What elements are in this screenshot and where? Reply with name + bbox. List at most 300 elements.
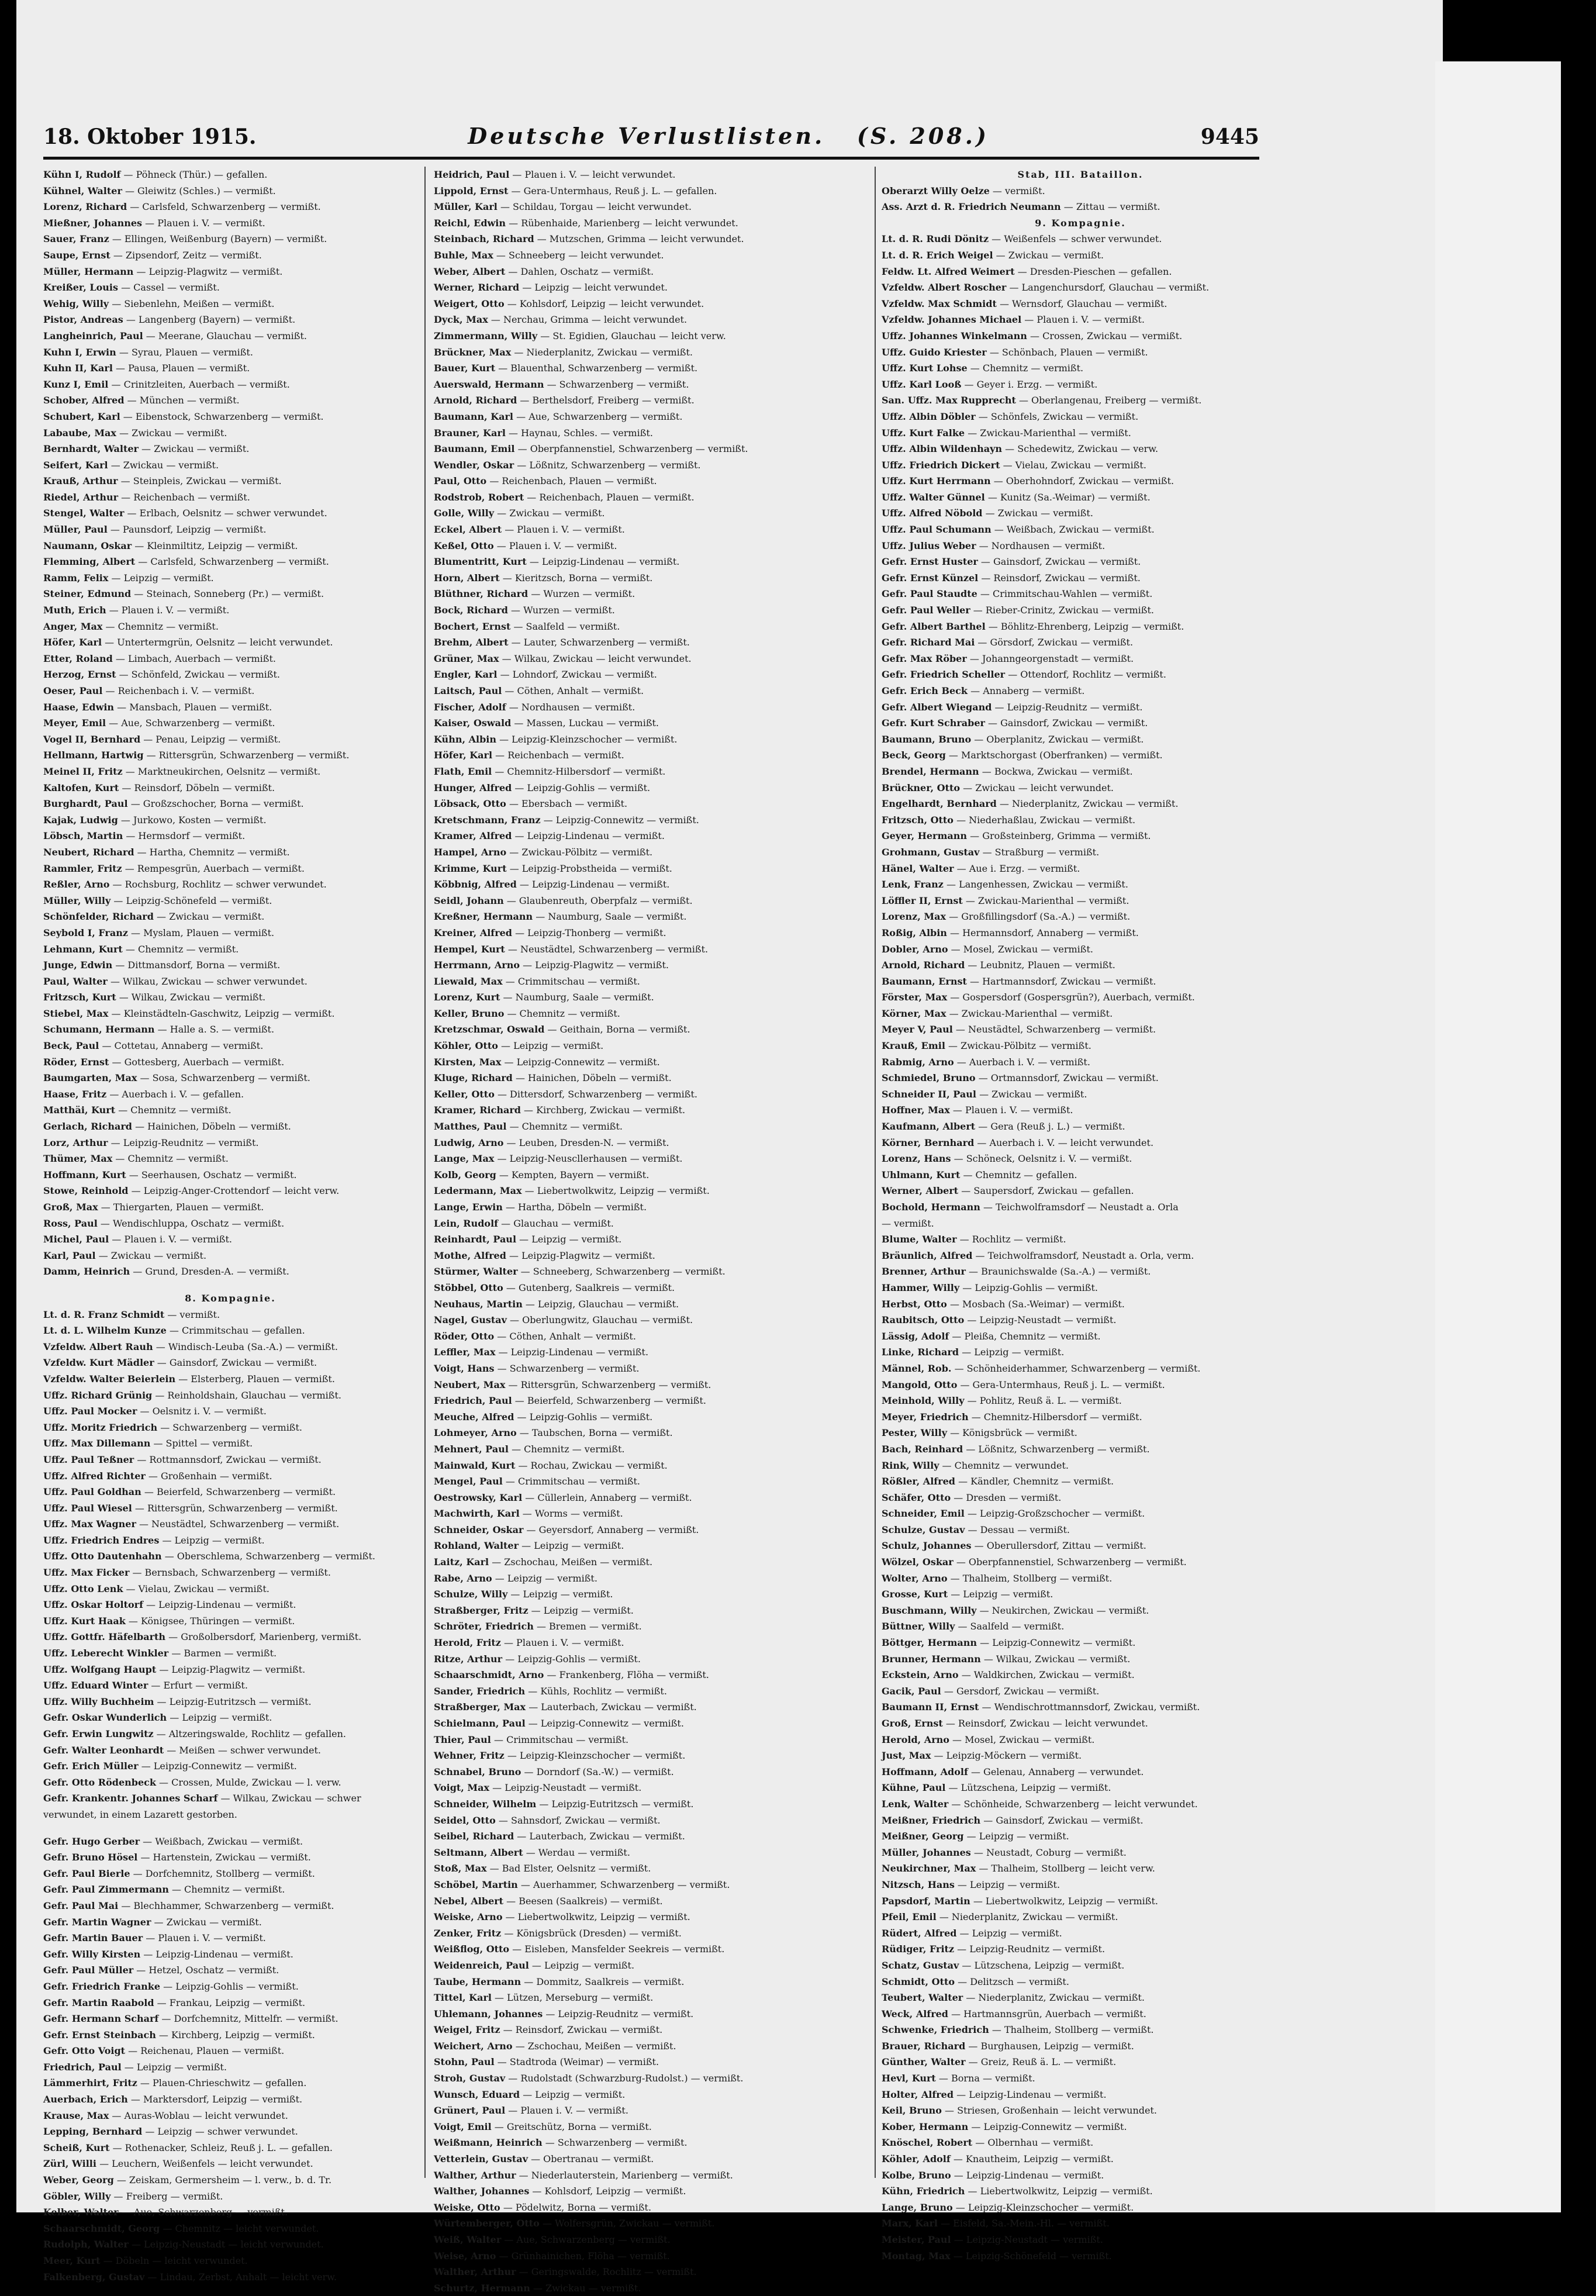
soldier-name: Lenk, Franz	[882, 879, 944, 890]
entry-details: — vermißt.	[992, 185, 1045, 196]
casualty-entry	[43, 2253, 417, 2269]
casualty-entry	[434, 441, 868, 457]
casualty-entry	[882, 1893, 1279, 1910]
casualty-entry	[434, 1877, 868, 1893]
casualty-entry	[882, 1021, 1279, 1038]
soldier-name: Baumann, Karl	[434, 410, 514, 422]
entry-details: — Oberlangenau, Freiberg — vermißt.	[1018, 395, 1202, 406]
soldier-name: Schäfer, Otto	[882, 1491, 951, 1503]
casualty-entry	[43, 1086, 417, 1103]
entry-details: — Gainsdorf, Zwickau — vermißt.	[988, 717, 1148, 729]
entry-details: — Johanngeorgenstadt — vermißt.	[969, 652, 1134, 664]
soldier-name: Kaufmann, Albert	[882, 1121, 976, 1133]
casualty-entry	[434, 264, 868, 280]
entry-details: — Kohlsdorf, Leipzig — vermißt.	[532, 2185, 686, 2197]
soldier-name: Flemming, Albert	[43, 556, 136, 568]
page-number: 9445	[1200, 125, 1259, 149]
casualty-entry	[43, 360, 417, 377]
entry-details: — vermißt.	[167, 1308, 220, 1320]
entry-details: — Weißenfels — schwer verwundet.	[992, 233, 1162, 245]
soldier-name: Wölzel, Oskar	[882, 1556, 954, 1568]
entry-details: — Schönheiderhammer, Schwarzenberg — vermißt.	[954, 1362, 1201, 1374]
soldier-name: Oestrowsky, Karl	[434, 1491, 523, 1503]
entry-details: — Leipzig-Lindenau — vermißt.	[956, 2088, 1107, 2100]
soldier-name: Brauner, Karl	[434, 427, 506, 439]
entry-details: — Leipzig — vermißt.	[519, 1234, 622, 1245]
soldier-name: Gefr. Friedrich Franke	[43, 1980, 161, 1992]
entry-details: — Rudolstadt (Schwarzburg-Rudolst.) — vermißt.	[508, 2073, 744, 2084]
entry-details: — Leipzig — vermißt.	[531, 1604, 634, 1616]
entry-details: — Plauen i. V. — vermißt.	[112, 1234, 232, 1245]
casualty-entry	[882, 586, 1279, 602]
soldier-name: Vetterlein, Gustav	[434, 2153, 528, 2165]
entry-details: — Schwarzenberg — vermißt.	[160, 1421, 303, 1433]
casualty-entry	[43, 2124, 417, 2140]
soldier-name: Neukirchner, Max	[882, 1863, 976, 1874]
soldier-name: Rößler, Alfred	[882, 1476, 955, 1487]
casualty-entry	[434, 1699, 868, 1715]
soldier-name: Uffz. Friedrich Dickert	[882, 459, 1000, 471]
soldier-name: Uffz. Alfred Nöbold	[882, 507, 983, 519]
soldier-name: Schmiedel, Bruno	[882, 1072, 976, 1084]
soldier-name: Uffz. Julius Weber	[882, 540, 976, 551]
entry-details: — Leipzig-Kleinzschocher — vermißt.	[507, 1750, 686, 1762]
entry-details: — Reichenau, Plauen — vermißt.	[128, 2045, 285, 2057]
soldier-name: Engler, Karl	[434, 669, 498, 681]
casualty-entry	[434, 747, 868, 764]
soldier-name: Grohmann, Gustav	[882, 846, 980, 858]
casualty-entry	[882, 1054, 1279, 1071]
soldier-name: Gefr. Paul Zimmermann	[43, 1884, 169, 1896]
entry-details: — Blechhammer, Schwarzenberg — vermißt.	[121, 1900, 334, 1911]
casualty-entry	[43, 1710, 417, 1726]
entry-details: — Reichenbach, Plauen — vermißt.	[527, 491, 695, 503]
casualty-entry	[43, 731, 417, 748]
soldier-name: Uffz. Paul Teßner	[43, 1453, 134, 1465]
soldier-name: Schulz, Johannes	[882, 1540, 972, 1552]
soldier-name: Rudolph, Walter	[43, 2239, 129, 2250]
entry-details: — Eisleben, Mansfelder Seekreis — vermißt.	[512, 1943, 725, 1955]
casualty-entry	[434, 941, 868, 958]
entry-details: — Geithain, Borna — vermißt.	[547, 1024, 690, 1035]
casualty-entry	[882, 1635, 1279, 1651]
casualty-entry	[434, 1216, 868, 1232]
soldier-name: Friedrich, Paul	[434, 1395, 512, 1407]
casualty-entry	[882, 957, 1279, 973]
entry-details: — Meerane, Glauchau — vermißt.	[146, 330, 307, 341]
soldier-name: Voigt, Max	[434, 1782, 490, 1794]
soldier-name: Stürmer, Walter	[434, 1266, 518, 1278]
soldier-name: Geyer, Hermann	[882, 830, 968, 842]
entry-details: — Zwickau — vermißt.	[141, 443, 250, 455]
entry-details: — Carlsfeld, Schwarzenberg — vermißt.	[130, 201, 321, 213]
soldier-name: Uffz. Walter Günnel	[882, 491, 985, 503]
soldier-name: Baumann II, Ernst	[882, 1701, 979, 1713]
entry-details: — Reinholdshain, Glauchau — vermißt.	[155, 1389, 341, 1401]
soldier-name: Junge, Edwin	[43, 959, 113, 971]
casualty-entry	[882, 522, 1279, 538]
soldier-name: Fritzsch, Kurt	[43, 992, 116, 1003]
entry-details: — Saalfeld — vermißt.	[958, 1621, 1065, 1632]
entry-details: — Dessau — vermißt.	[968, 1524, 1070, 1535]
entry-details: — Delitzsch — vermißt.	[958, 1976, 1069, 1987]
soldier-name: Blumentritt, Kurt	[434, 556, 527, 568]
entry-details: — Pohlitz, Reuß ä. L. — vermißt.	[967, 1395, 1122, 1407]
soldier-name: Uffz. Guido Kriester	[882, 346, 987, 358]
entry-details: — Kühls, Rochlitz — vermißt.	[528, 1685, 667, 1697]
casualty-entry	[882, 199, 1279, 215]
casualty-entry	[43, 183, 417, 199]
entry-details: — Blauenthal, Schwarzenberg — vermißt.	[498, 362, 698, 374]
casualty-entry	[882, 1732, 1279, 1748]
casualty-entry	[43, 828, 417, 844]
entry-details: — Striesen, Großenhain — leicht verwundet.	[945, 2105, 1158, 2117]
entry-continuation: — vermißt.	[882, 1217, 934, 1229]
soldier-name: Uffz. Paul Mocker	[43, 1406, 137, 1417]
casualty-entry	[882, 844, 1279, 861]
entry-details: — Zwickau — vermißt.	[985, 507, 1093, 519]
soldier-name: Engelhardt, Bernhard	[882, 798, 997, 810]
entry-details: — Aue, Schwarzenberg — vermißt.	[121, 2207, 288, 2218]
soldier-name: Köbbnig, Alfred	[434, 879, 517, 890]
soldier-name: Blüthner, Richard	[434, 588, 528, 600]
entry-details: — Beesen (Saalkreis) — vermißt.	[506, 1895, 663, 1907]
entry-details: — Cöthen, Anhalt — vermißt.	[505, 685, 644, 696]
entry-details: — Gelenau, Annaberg — verwundet.	[970, 1766, 1144, 1777]
entry-details: — Zwickau — vermißt.	[497, 507, 605, 519]
casualty-entry	[882, 1748, 1279, 1764]
casualty-entry	[43, 296, 417, 312]
soldier-name: Bernhardt, Walter	[43, 443, 139, 455]
entry-details: — Leipzig-Schönefeld — vermißt.	[113, 895, 272, 906]
casualty-entry	[434, 2070, 868, 2087]
entry-details: — Görsdorf, Zwickau — vermißt.	[977, 637, 1134, 648]
casualty-entry	[434, 1651, 868, 1667]
casualty-entry	[882, 812, 1279, 828]
casualty-entry	[43, 1102, 417, 1118]
casualty-entry	[882, 989, 1279, 1006]
casualty-entry	[43, 1774, 417, 1791]
soldier-name: Oberarzt Willy Oelze	[882, 185, 990, 196]
casualty-entry	[434, 1118, 868, 1135]
entry-details: — Leipzig — vermißt.	[501, 1040, 604, 1052]
soldier-name: Gefr. Oskar Wunderlich	[43, 1712, 167, 1724]
soldier-name: Lt. d. R. Erich Weigel	[882, 249, 993, 261]
soldier-name: Mangold, Otto	[882, 1379, 958, 1390]
casualty-entry	[434, 1409, 868, 1425]
entry-details: — Reichenbach — vermißt.	[121, 491, 250, 503]
casualty-entry	[43, 2011, 417, 2027]
casualty-entry	[882, 1135, 1279, 1151]
entry-details: — Neustädtel, Schwarzenberg — vermißt.	[955, 1024, 1156, 1035]
entry-details: — Schwarzenberg — vermißt.	[497, 1362, 640, 1374]
casualty-entry	[434, 1603, 868, 1619]
soldier-name: Grosse, Kurt	[882, 1589, 948, 1600]
entry-details: — Oberlungwitz, Glauchau — vermißt.	[510, 1314, 693, 1326]
soldier-name: Uffz. Gottfr. Häfelbarth	[43, 1631, 166, 1643]
entry-details: — Zwickau — vermißt.	[98, 1249, 207, 1261]
casualty-entry	[43, 1248, 417, 1264]
casualty-entry	[434, 1586, 868, 1603]
entry-details: — Dorfchemnitz, Stollberg — vermißt.	[133, 1867, 315, 1879]
entry-details: — Zwickau — leicht verwundet.	[963, 782, 1114, 793]
soldier-name: Grüner, Max	[434, 652, 499, 664]
soldier-name: Weidenreich, Paul	[434, 1959, 529, 1971]
entry-details: — Leipzig — vermißt.	[966, 1831, 1069, 1842]
soldier-name: Schaarschmidt, Georg	[43, 2222, 160, 2234]
entry-details: — Leipzig-Kleinzschocher — vermißt.	[499, 733, 678, 745]
soldier-name: Weißflog, Otto	[434, 1943, 510, 1955]
casualty-entry	[882, 360, 1279, 377]
soldier-name: Knöschel, Robert	[882, 2137, 973, 2149]
entry-details: — Thiergarten, Plauen — vermißt.	[101, 1201, 264, 1213]
entry-details: — Zschochau, Meißen — vermißt.	[515, 2040, 676, 2052]
soldier-name: Uffz. Kurt Haak	[43, 1615, 126, 1627]
soldier-name: Thier, Paul	[434, 1734, 491, 1745]
entry-details: — Zwickau-Pölbitz — vermißt.	[509, 846, 653, 858]
entry-details: — Werdau — vermißt.	[526, 1846, 630, 1858]
entry-details: — Leipzig-Reudnitz — vermißt.	[545, 2008, 694, 2019]
casualty-entry	[882, 1828, 1279, 1845]
entry-details: — Reinsdorf, Zwickau — vermißt.	[503, 2024, 663, 2036]
casualty-entry	[43, 812, 417, 828]
soldier-name: Grünert, Paul	[434, 2105, 506, 2117]
entry-details: — Döbeln — leicht verwundet.	[103, 2255, 248, 2266]
entry-details: — Hermsdorf — vermißt.	[126, 830, 246, 842]
issue-date: 18. Oktober 1915.	[43, 125, 257, 149]
soldier-name: Höfer, Karl	[434, 750, 493, 761]
soldier-name: Papsdorf, Martin	[882, 1895, 970, 1907]
spacer	[43, 1823, 417, 1834]
entry-details: — Zwickau-Pölbitz — vermißt.	[948, 1040, 1091, 1052]
entry-details: — Gottesberg, Auerbach — vermißt.	[112, 1056, 285, 1068]
entry-details: — Leipzig-Connewitz — vermißt.	[971, 2121, 1127, 2132]
soldier-name: Vzfeldw. Johannes Michael	[882, 314, 1022, 326]
soldier-name: Uffz. Max Dillemann	[43, 1438, 151, 1449]
entry-details: — Windisch-Leuba (Sa.-A.) — vermißt.	[156, 1341, 338, 1352]
entry-details: — Vielau, Zwickau — vermißt.	[126, 1583, 270, 1594]
entry-details: — Kieritzsch, Borna — vermißt.	[502, 572, 653, 584]
soldier-name: Schnabel, Bruno	[434, 1766, 521, 1777]
soldier-name: Groß, Ernst	[882, 1718, 943, 1729]
entry-details: — Geyersdorf, Annaberg — vermißt.	[526, 1524, 699, 1535]
entry-details: — Rübenhaide, Marienberg — leicht verwundet.	[509, 217, 738, 229]
entry-details: — Chemnitz — gefallen.	[963, 1169, 1077, 1180]
soldier-name: Gefr. Hugo Gerber	[43, 1835, 140, 1847]
soldier-name: Taube, Hermann	[434, 1976, 521, 1987]
casualty-entry	[882, 2087, 1279, 2103]
casualty-entry	[43, 957, 417, 973]
casualty-entry	[43, 538, 417, 554]
casualty-entry	[43, 619, 417, 635]
casualty-entry	[434, 812, 868, 828]
casualty-entry	[434, 667, 868, 683]
entry-details: — Syrau, Plauen — vermißt.	[119, 346, 253, 358]
soldier-name: Ass. Arzt d. R. Friedrich Neumann	[882, 201, 1061, 213]
entry-details: — Rothenacker, Schleiz, Reuß j. L. — gefallen.	[112, 2142, 333, 2153]
casualty-entry	[43, 1898, 417, 1914]
soldier-name: Brehm, Albert	[434, 637, 509, 648]
casualty-entry	[434, 844, 868, 861]
soldier-name: Baumann, Bruno	[882, 733, 972, 745]
entry-details: — Zwickau-Marienthal — vermißt.	[968, 427, 1131, 439]
casualty-entry	[882, 1860, 1279, 1877]
casualty-entry	[43, 2075, 417, 2091]
entry-details: — Frankenberg, Flöha — vermißt.	[547, 1669, 709, 1681]
soldier-name: Beck, Paul	[43, 1040, 99, 1052]
entry-details: — Auerhammer, Schwarzenberg — vermißt.	[520, 1879, 730, 1890]
entry-details: — Chemnitz — verwundet.	[942, 1459, 1069, 1471]
casualty-entry	[43, 715, 417, 731]
soldier-name: Köhler, Otto	[434, 1040, 498, 1052]
entry-details: — Wurzen — vermißt.	[531, 588, 635, 600]
casualty-entry	[882, 893, 1279, 909]
casualty-entry	[882, 1006, 1279, 1022]
entry-details: — Schönheide, Schwarzenberg — leicht verwundet.	[951, 1798, 1198, 1810]
casualty-entry	[434, 489, 868, 506]
entry-details: — Niederlauterstein, Marienberg — vermißt.	[519, 2169, 733, 2181]
casualty-entry	[882, 1538, 1279, 1554]
entry-details: — Leipzig-Thonberg — vermißt.	[515, 927, 666, 938]
soldier-name: Fritzsch, Otto	[882, 814, 954, 826]
entry-details: — Annaberg — vermißt.	[970, 685, 1085, 696]
entry-details: — Hartha, Chemnitz — vermißt.	[137, 846, 290, 858]
entry-details: — Untertermgrün, Oelsnitz — leicht verwundet.	[105, 637, 333, 648]
entry-details: — Thalheim, Stollberg — vermißt.	[950, 1572, 1113, 1584]
soldier-name: Schulze, Gustav	[882, 1524, 965, 1535]
casualty-entry	[882, 699, 1279, 716]
casualty-entry	[434, 1344, 868, 1361]
soldier-name: Uffz. Leberecht Winkler	[43, 1648, 169, 1659]
entry-details: — Langenchursdorf, Glauchau — vermißt.	[1009, 282, 1210, 294]
entry-details: — Lindau, Zerbst, Anhalt — leicht verw.	[147, 2271, 337, 2283]
entry-details: — Crossen, Zwickau — vermißt.	[1030, 330, 1183, 341]
casualty-entry	[434, 1167, 868, 1183]
entry-details: — Lauterbach, Zwickau — vermißt.	[517, 1831, 685, 1842]
soldier-name: Schatz, Gustav	[882, 1959, 959, 1971]
casualty-entry	[43, 2027, 417, 2043]
soldier-name: Uffz. Max Wagner	[43, 1518, 136, 1530]
entry-details: — Zschochau, Meißen — vermißt.	[492, 1556, 653, 1568]
entry-details: — Leipzig-Connewitz — vermißt.	[543, 814, 699, 826]
entry-details: — Kändler, Chemnitz — vermißt.	[958, 1476, 1114, 1487]
casualty-entry	[434, 1361, 868, 1377]
soldier-name: San. Uffz. Max Rupprecht	[882, 395, 1016, 406]
soldier-name: Dobler, Arno	[882, 943, 948, 955]
soldier-name: Horn, Albert	[434, 572, 500, 584]
casualty-entry	[882, 1506, 1279, 1522]
casualty-entry	[882, 538, 1279, 554]
casualty-entry	[434, 861, 868, 877]
entry-details: — Leipzig-Neustadt — vermißt.	[967, 1314, 1117, 1326]
casualty-entry	[882, 1909, 1279, 1925]
casualty-entry	[43, 2188, 417, 2205]
casualty-entry	[434, 1135, 868, 1151]
casualty-entry	[434, 1780, 868, 1796]
casualty-entry	[43, 683, 417, 699]
entry-details: — Weißbach, Zwickau — vermißt.	[143, 1835, 303, 1847]
entry-details: — Wilkau, Zwickau — leicht verwundet.	[502, 652, 692, 664]
entry-details: — St. Egidien, Glauchau — leicht verw.	[540, 330, 726, 341]
casualty-entry	[434, 2054, 868, 2070]
entry-details: — Oberullersdorf, Zittau — vermißt.	[974, 1540, 1146, 1552]
entry-details: — Lauterbach, Zwickau — vermißt.	[528, 1701, 697, 1713]
casualty-entry	[43, 1726, 417, 1742]
entry-details: — Marktschorgast (Oberfranken) — vermißt.	[948, 750, 1163, 761]
soldier-name: Gefr. Willy Kirsten	[43, 1948, 141, 1960]
entry-details: — Plauen i. V. — vermißt.	[145, 217, 265, 229]
soldier-name: Uffz. Albin Wildenhayn	[882, 443, 1003, 455]
entry-details: — Rochsburg, Rochlitz — schwer verwundet.	[112, 879, 327, 890]
entry-details: — Grund, Dresden-A. — vermißt.	[133, 1266, 289, 1278]
soldier-name: Uhlemann, Johannes	[434, 2008, 543, 2019]
entry-details: — Leipzig-Gohlis — vermißt.	[962, 1282, 1098, 1293]
soldier-name: Ritze, Arthur	[434, 1653, 503, 1665]
soldier-name: Vzfeldw. Kurt Mädler	[43, 1357, 154, 1369]
casualty-entry	[434, 2087, 868, 2103]
entry-details: — Reichenbach i. V. — vermißt.	[105, 685, 255, 696]
entry-details: — Mosel, Zwickau — vermißt.	[951, 943, 1093, 955]
entry-details: — Burghausen, Leipzig — vermißt.	[968, 2040, 1134, 2052]
entry-details: — Lützschena, Leipzig — vermißt.	[962, 1959, 1125, 1971]
entry-details: — Nordhausen — vermißt.	[979, 540, 1106, 551]
casualty-entry	[43, 2204, 417, 2221]
soldier-name: Vzfeldw. Albert Roscher	[882, 282, 1007, 294]
casualty-entry	[434, 1231, 868, 1248]
entry-details: — Kirchberg, Leipzig — vermißt.	[158, 2029, 315, 2040]
soldier-name: Gefr. Paul Staudte	[882, 588, 977, 600]
entry-details: — Eisfeld, Sa.-Mein.-Hl. — vermißt.	[941, 2218, 1110, 2229]
soldier-name: Reichl, Edwin	[434, 217, 506, 229]
casualty-entry	[882, 264, 1279, 280]
entry-details: — Neustädtel, Schwarzenberg — vermißt.	[139, 1518, 340, 1530]
soldier-name: Köhler, Adolf	[882, 2153, 951, 2165]
entry-details: — Naumburg, Saale — vermißt.	[536, 911, 687, 923]
casualty-entry	[43, 1930, 417, 1946]
soldier-name: Heidrich, Paul	[434, 169, 510, 180]
soldier-name: Bach, Reinhard	[882, 1443, 963, 1455]
soldier-name: Gefr. Walter Leonhardt	[43, 1744, 164, 1756]
soldier-name: Böttger, Hermann	[882, 1637, 977, 1649]
entry-details: — Leipzig-Neuscllerhausen — vermißt.	[497, 1153, 683, 1165]
entry-details: — Bad Elster, Oelsnitz — vermißt.	[489, 1863, 651, 1874]
soldier-name: Arnold, Richard	[882, 959, 965, 971]
casualty-entry	[43, 1216, 417, 1232]
column-3	[882, 167, 1279, 2262]
soldier-name: Straßberger, Max	[434, 1701, 526, 1713]
soldier-name: Schubert, Karl	[43, 410, 120, 422]
soldier-name: Wehner, Fritz	[434, 1750, 505, 1762]
entry-details: — Crimmitschau — vermißt.	[505, 975, 640, 987]
casualty-entry	[882, 328, 1279, 344]
soldier-name: Anger, Max	[43, 620, 103, 632]
casualty-entry	[43, 1135, 417, 1151]
soldier-name: Riedel, Arthur	[43, 491, 119, 503]
soldier-name: Uffz. Otto Lenk	[43, 1583, 123, 1594]
soldier-name: Schneider, Emil	[882, 1508, 965, 1520]
soldier-name: Bock, Richard	[434, 605, 508, 616]
entry-details: — Reinsdorf, Döbeln — vermißt.	[122, 782, 275, 793]
entry-details: — Reinsdorf, Zwickau — leicht verwundet.	[945, 1718, 1148, 1729]
soldier-name: Etter, Roland	[43, 652, 113, 664]
casualty-entry	[434, 715, 868, 731]
casualty-entry	[43, 199, 417, 215]
entry-details: — Leipzig-Großzschocher — vermißt.	[967, 1508, 1145, 1520]
entry-details: — Seerhausen, Oschatz — vermißt.	[129, 1169, 297, 1180]
soldier-name: Müller, Paul	[43, 524, 108, 536]
soldier-name: Auerbach, Erich	[43, 2094, 128, 2105]
entry-details: — Glaubenreuth, Oberpfalz — vermißt.	[506, 895, 693, 906]
